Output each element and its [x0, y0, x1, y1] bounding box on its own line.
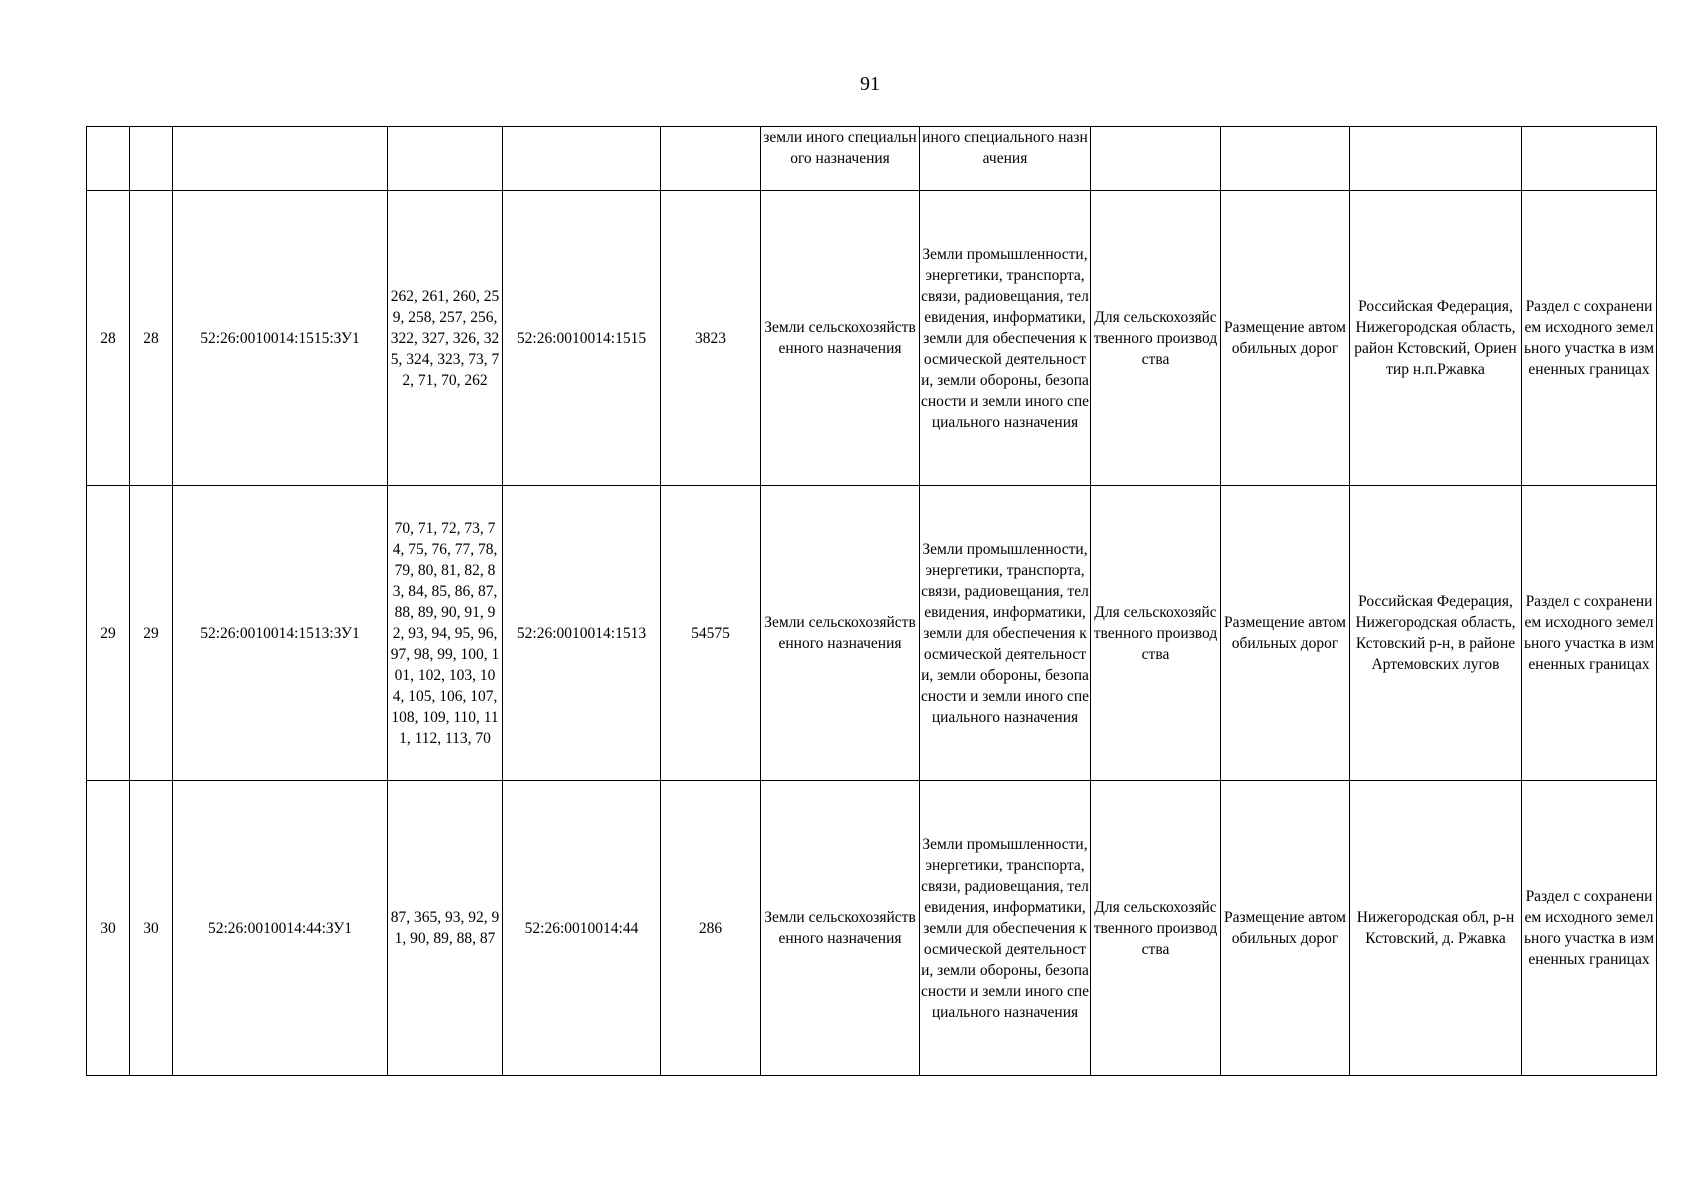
table-cell	[661, 127, 761, 191]
table-cell	[1221, 127, 1350, 191]
plot-area: 3823	[661, 191, 761, 486]
table-cell	[1522, 127, 1657, 191]
plot-address: Российская Федерация, Нижегородская область, район Кстовский, Ориентир н.п.Ржавка	[1350, 191, 1522, 486]
table-cell	[1350, 127, 1522, 191]
table-cell	[503, 127, 661, 191]
table-cell	[130, 127, 173, 191]
new-plot-cadastral-number: 52:26:0010014:44:ЗУ1	[173, 781, 388, 1076]
row-number-secondary: 30	[130, 781, 173, 1076]
boundary-points: 70, 71, 72, 73, 74, 75, 76, 77, 78, 79, 80, 81, 82, 83, 84, 85, 86, 87, 88, 89, 90, 91, 92, 93, 94, 95, 96, 97, 98, 99, 100, 101, 102, 103, 104, 105, 106, 107, 108, 109, 110, 111, 112, 113, 70	[388, 486, 503, 781]
source-plot-cadastral-number: 52:26:0010014:1513	[503, 486, 661, 781]
row-number-secondary: 29	[130, 486, 173, 781]
new-plot-cadastral-number: 52:26:0010014:1513:ЗУ1	[173, 486, 388, 781]
plot-area: 286	[661, 781, 761, 1076]
permitted-use: Для сельскохозяйственного производства	[1091, 781, 1221, 1076]
table-cell	[1091, 127, 1221, 191]
new-permitted-use: Размещение автомобильных дорог	[1221, 781, 1350, 1076]
new-land-category: Земли промышленности, энергетики, транспорта, связи, радиовещания, телевидения, информатики, земли для обеспечения космической деятельности, земли обороны, безопасности и земли иного специального назначения	[920, 781, 1091, 1076]
row-number-secondary: 28	[130, 191, 173, 486]
land-plots-table	[86, 126, 1657, 1076]
boundary-points: 262, 261, 260, 259, 258, 257, 256, 322, 327, 326, 325, 324, 323, 73, 72, 71, 70, 262	[388, 191, 503, 486]
permitted-use: Для сельскохозяйственного производства	[1091, 486, 1221, 781]
row-number: 28	[87, 191, 130, 486]
land-category: Земли сельскохозяйственного назначения	[761, 486, 920, 781]
plot-address: Нижегородская обл, р-н Кстовский, д. Ржавка	[1350, 781, 1522, 1076]
source-plot-cadastral-number: 52:26:0010014:1515	[503, 191, 661, 486]
table-cell	[173, 127, 388, 191]
land-category: Земли сельскохозяйственного назначения	[761, 191, 920, 486]
formation-method: Раздел с сохранением исходного земельного участка в измененных границах	[1522, 486, 1657, 781]
new-permitted-use: Размещение автомобильных дорог	[1221, 486, 1350, 781]
land-category: Земли сельскохозяйственного назначения	[761, 781, 920, 1076]
table-row	[87, 781, 1657, 1076]
permitted-use: Для сельскохозяйственного производства	[1091, 191, 1221, 486]
table-row	[87, 191, 1657, 486]
source-plot-cadastral-number: 52:26:0010014:44	[503, 781, 661, 1076]
plot-address: Российская Федерация, Нижегородская область, Кстовский р-н, в районе Артемовских лугов	[1350, 486, 1522, 781]
plot-area: 54575	[661, 486, 761, 781]
new-plot-cadastral-number: 52:26:0010014:1515:ЗУ1	[173, 191, 388, 486]
formation-method: Раздел с сохранением исходного земельного участка в измененных границах	[1522, 781, 1657, 1076]
table-cell	[87, 127, 130, 191]
new-land-category: Земли промышленности, энергетики, транспорта, связи, радиовещания, телевидения, информатики, земли для обеспечения космической деятельности, земли обороны, безопасности и земли иного специального назначения	[920, 191, 1091, 486]
table-row	[87, 486, 1657, 781]
table-cell	[388, 127, 503, 191]
table-cell: земли иного специального назначения	[761, 127, 920, 191]
new-permitted-use: Размещение автомобильных дорог	[1221, 191, 1350, 486]
boundary-points: 87, 365, 93, 92, 91, 90, 89, 88, 87	[388, 781, 503, 1076]
formation-method: Раздел с сохранением исходного земельного участка в измененных границах	[1522, 191, 1657, 486]
page-number: 91	[860, 73, 880, 95]
row-number: 30	[87, 781, 130, 1076]
new-land-category: Земли промышленности, энергетики, транспорта, связи, радиовещания, телевидения, информатики, земли для обеспечения космической деятельности, земли обороны, безопасности и земли иного специального назначения	[920, 486, 1091, 781]
table-cell: иного специального назначения	[920, 127, 1091, 191]
row-number: 29	[87, 486, 130, 781]
table-row-continuation	[87, 127, 1657, 191]
